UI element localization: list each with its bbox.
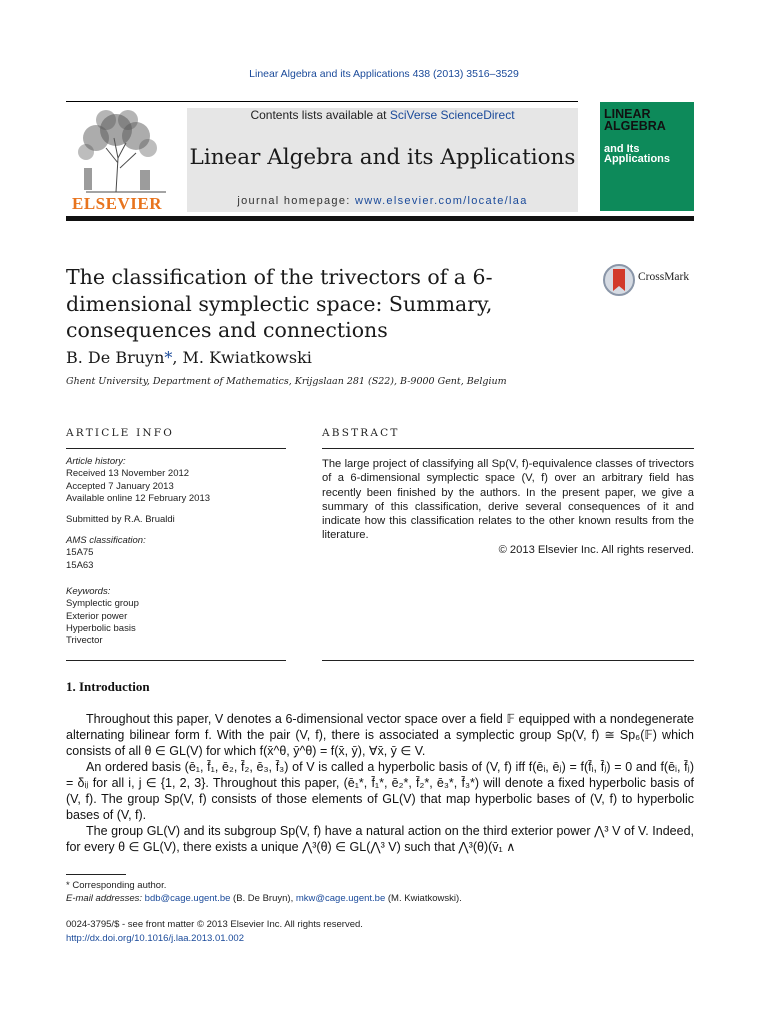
email-link-2[interactable]: mkw@cage.ugent.be [295,893,386,904]
submitted-by: Submitted by R.A. Brualdi [66,514,175,525]
authors [66,348,312,367]
homepage-link[interactable]: www.elsevier.com/locate/laa [354,195,528,207]
contents-line [187,108,578,122]
journal-homepage [187,195,578,207]
keyword-4: Trivector [66,635,103,647]
cover-title: LINEAR ALGEBRA [604,107,666,133]
keyword-3: Hyperbolic basis [66,622,136,634]
introduction-body [66,711,694,855]
article-title: The classification of the trivectors of a 6-dimensional symplectic space: Summary, consequences and connections [66,265,493,342]
ams-code-2: 15A63 [66,559,94,571]
abstract [322,457,694,557]
email-label: E-mail addresses: [66,893,145,904]
footnote [66,879,694,905]
contents-prefix: Contents lists available at [250,108,390,122]
info-rule-top [66,448,286,449]
crossmark-icon [602,263,636,297]
homepage-prefix: journal homepage: [237,195,355,207]
cover-subtitle: and Its Applications [604,143,671,165]
info-rule-bottom [66,660,286,661]
ams-label: AMS classification: [66,535,146,546]
email-link-1[interactable]: bdb@cage.ugent.be [144,893,231,904]
section-heading-introduction: 1. Introduction [66,679,150,694]
keywords-label: Keywords: [66,586,111,597]
article-history [66,456,286,505]
abstract-copyright: © 2013 Elsevier Inc. All rights reserved. [498,543,694,556]
corresponding-author-mark[interactable]: * [164,348,173,367]
history-label: Article history: [66,456,126,467]
corresponding-author-note: Corresponding author. [72,880,167,891]
journal-citation[interactable]: Linear Algebra and its Applications 438 (2013) 3516–3529 [249,68,519,80]
ams-code-1: 15A75 [66,547,94,559]
keyword-2: Exterior power [66,610,128,622]
author-1: B. De Bruyn [66,348,165,367]
intro-paragraph-1: Throughout this paper, V denotes a 6-dimensional vector space over a field 𝔽 equipped with a nondegenerate alternating bilinear form f. With the pair (V, f), there is associated a symplectic group Sp(V, f) ≅ Sp₆(𝔽) which consists of all θ ∈ GL(V) for which f(x̄^θ, ȳ^θ) = f(x̄, ȳ), ∀x̄, ȳ ∈ V. [66,712,694,758]
author-2: , M. Kwiatkowski [172,348,312,367]
online-date: Available online 12 February 2013 [66,492,211,504]
header-rule [66,101,578,102]
article-info-heading: ARTICLE INFO [66,427,175,439]
abstract-rule-bottom [322,660,694,661]
front-matter-info [66,918,363,945]
journal-name: Linear Algebra and its Applications [189,145,576,170]
header-divider [66,216,694,221]
doi-link[interactable]: http://dx.doi.org/10.1016/j.laa.2013.01.002 [66,932,244,944]
footnote-rule [66,874,126,875]
footnote-mark: * [66,880,70,891]
abstract-heading: ABSTRACT [322,427,400,439]
email-name-1: (B. De Bruyn), [230,893,296,904]
keyword-1: Symplectic group [66,598,139,610]
received-date: Received 13 November 2012 [66,468,190,480]
abstract-text: The large project of classifying all Sp(V, f)-equivalence classes of trivectors of a 6-dimensional symplectic space (V, f) over an arbitrary field has recently been finished by the authors. In the present paper, we give a summary of this classification, derive several consequences of it and indicate how this classification relates to the other known results from the literature. [322,458,694,542]
affiliation: Ghent University, Department of Mathematics, Krijgslaan 281 (S22), B-9000 Gent, Belgium [66,376,507,387]
ams-classification [66,535,286,572]
intro-paragraph-3: The group GL(V) and its subgroup Sp(V, f) have a natural action on the third exterior power ⋀³ V of V. Indeed, for every θ ∈ GL(V), there exists a unique ⋀³(θ) ∈ GL(⋀³ V) such that ⋀³(θ)(v̄₁ ∧ [66,824,694,854]
issn-line: 0024-3795/$ - see front matter © 2013 Elsevier Inc. All rights reserved. [66,919,363,930]
crossmark-label: CrossMark [638,271,690,283]
intro-paragraph-2: An ordered basis (ē₁, f̄₁, ē₂, f̄₂, ē₃, f̄₃) of V is called a hyperbolic basis of (V, f) iff f(ēᵢ, ēⱼ) = f(f̄ᵢ, f̄ⱼ) = 0 and f(ēᵢ, f̄ⱼ) = δᵢⱼ for all i, j ∈ {1, 2, 3}. Throughout this paper, (ē₁*, f̄₁*, ē₂*, f̄₂*, ē₃*, f̄₃*) will denote a fixed hyperbolic basis of (V, f). The group Sp(V, f) consists of those elements of GL(V) that map hyperbolic bases of (V, f) to hyperbolic bases of (V, f). [66,760,694,822]
abstract-rule-top [322,448,694,449]
sciencedirect-link[interactable]: SciVerse ScienceDirect [389,108,515,122]
accepted-date: Accepted 7 January 2013 [66,480,174,492]
publisher-logo-text: ELSEVIER [72,194,162,213]
email-name-2: (M. Kwiatkowski). [385,893,462,904]
keywords [66,586,286,647]
